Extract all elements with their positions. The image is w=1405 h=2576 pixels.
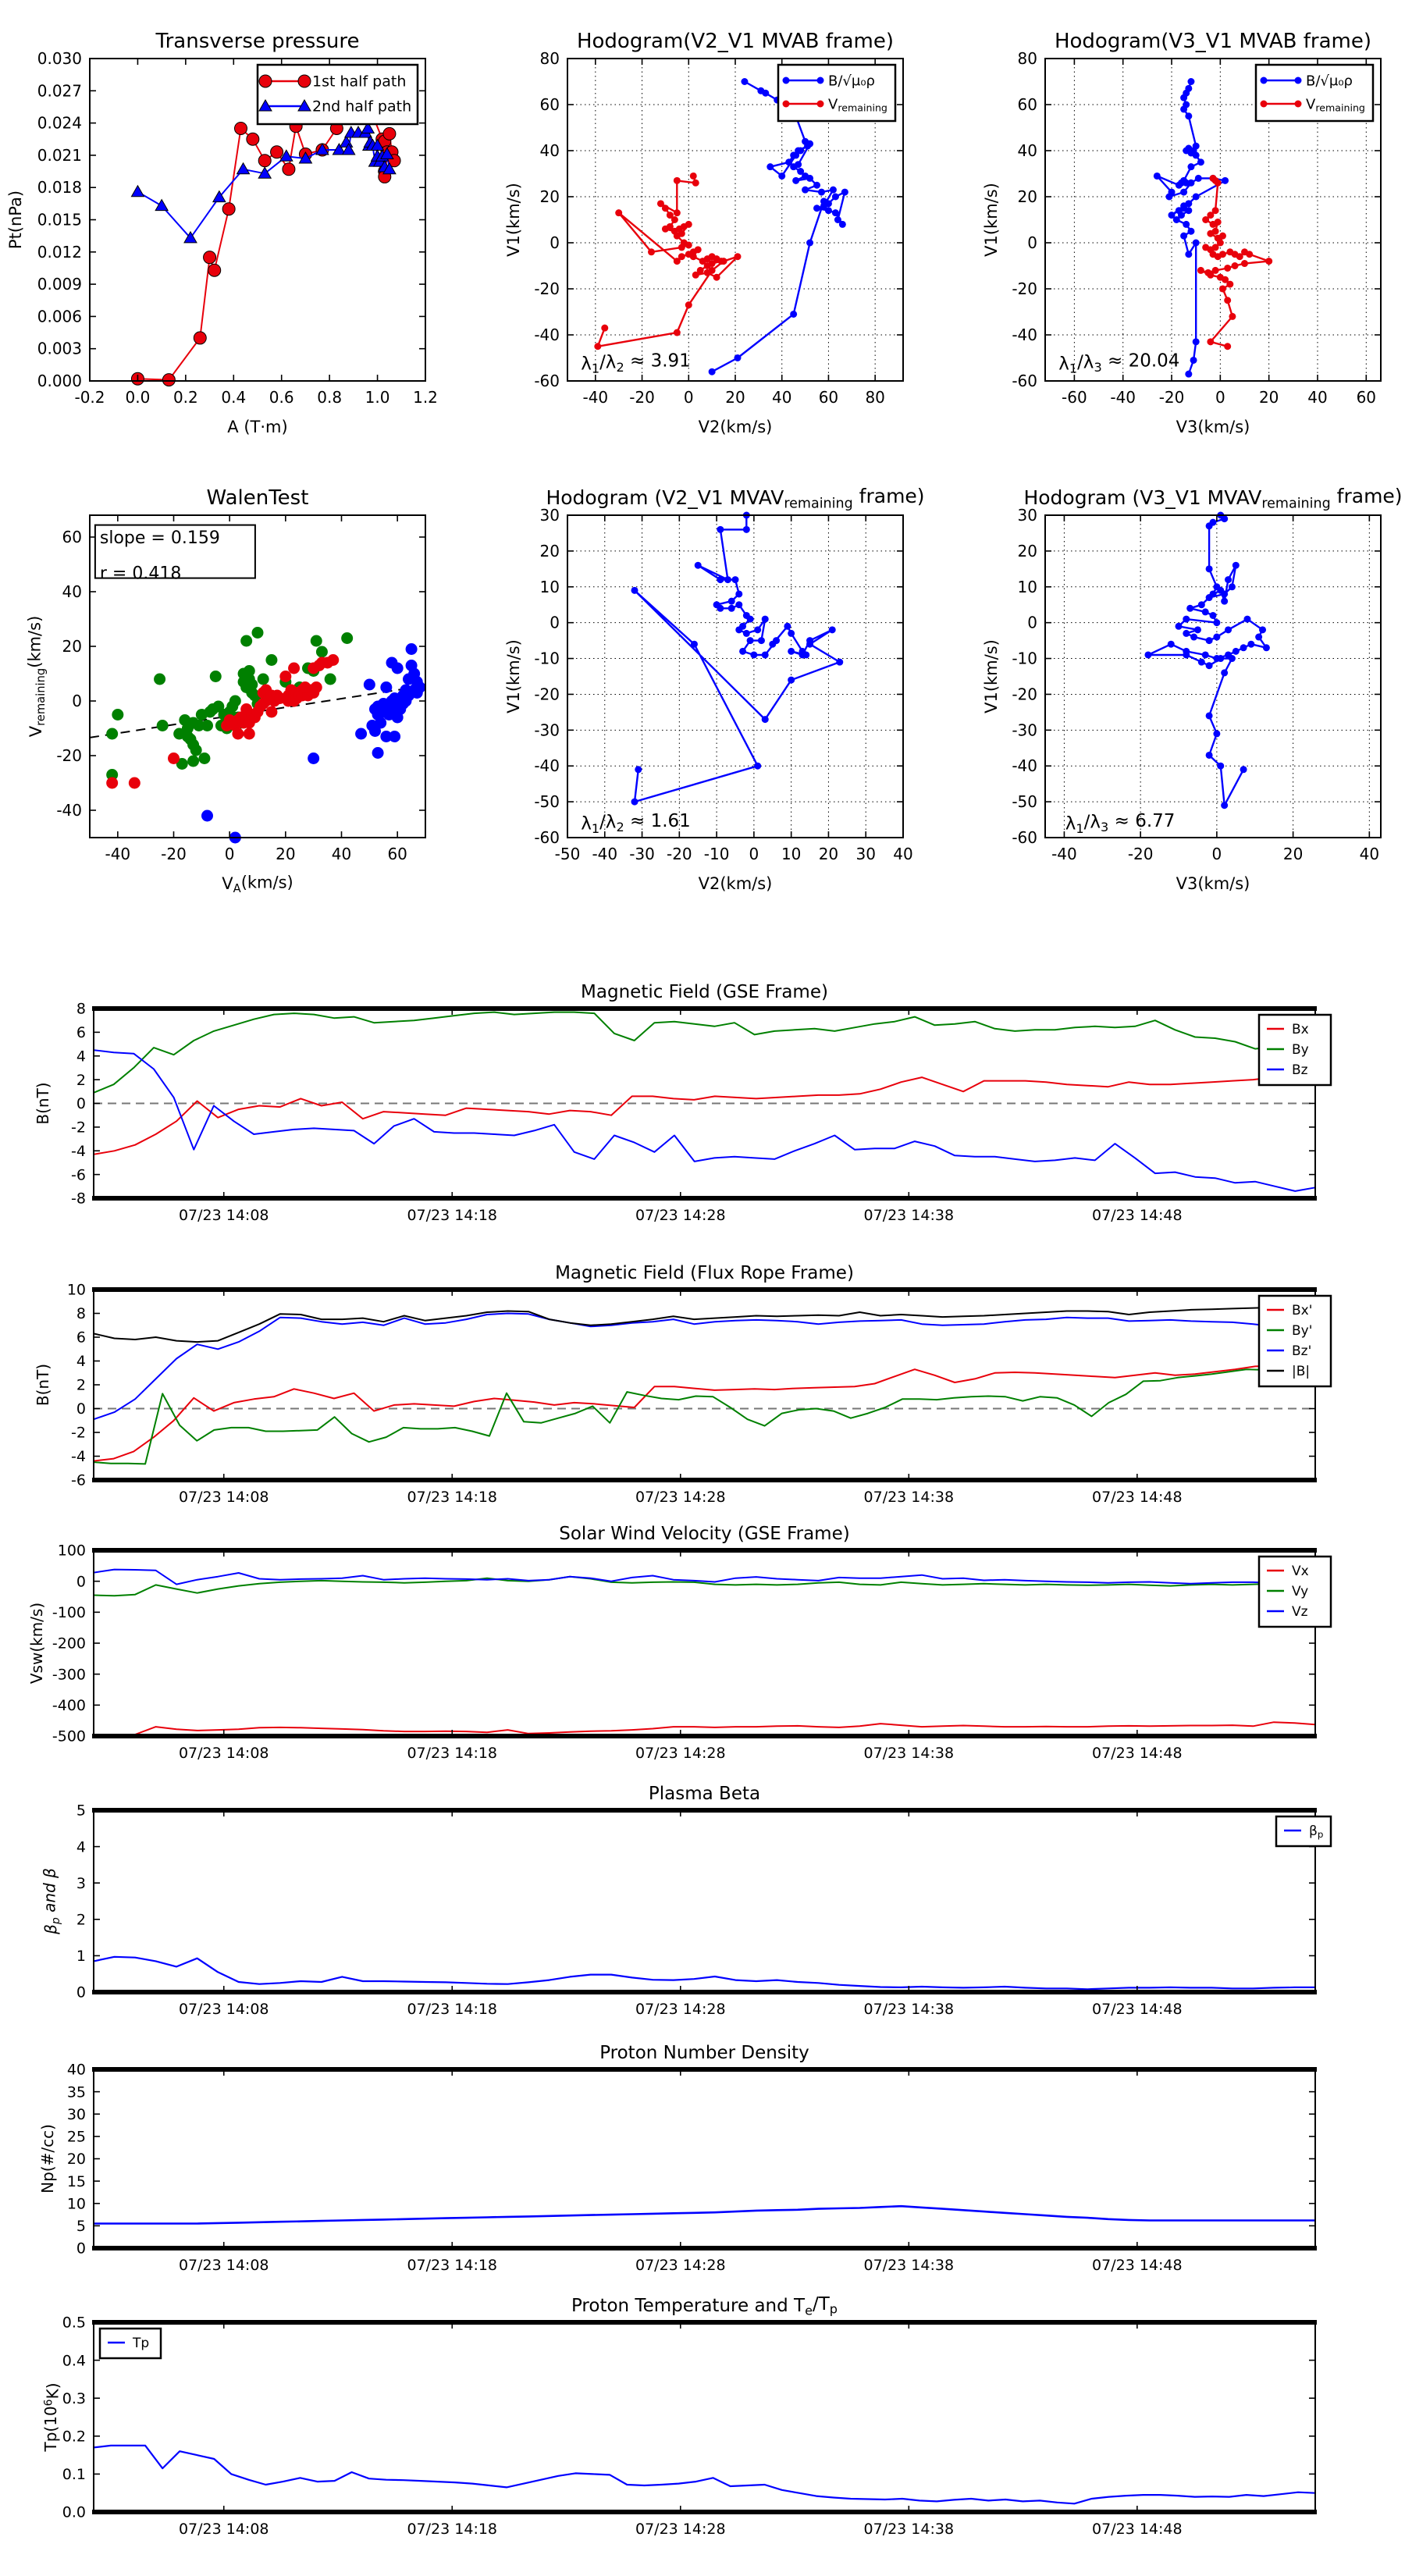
svg-text:-20: -20 [1012, 685, 1037, 704]
svg-text:8: 8 [76, 1305, 86, 1323]
svg-text:-50: -50 [1012, 792, 1037, 812]
hodogram-v3v1-mvav-panel [982, 484, 1403, 893]
svg-text:20: 20 [1017, 187, 1037, 206]
svg-text:07/23 14:38: 07/23 14:38 [863, 1207, 955, 1224]
svg-text:-2: -2 [71, 1119, 86, 1137]
svg-text:Magnetic Field (Flux Rope Fram: Magnetic Field (Flux Rope Frame) [555, 1263, 854, 1283]
svg-text:0.2: 0.2 [173, 388, 198, 407]
svg-text:6: 6 [76, 1024, 86, 1042]
svg-text:Pt(nPa): Pt(nPa) [6, 190, 25, 250]
svg-text:0.018: 0.018 [37, 178, 82, 197]
svg-text:Tp: Tp [133, 2335, 150, 2351]
svg-text:B(nT): B(nT) [34, 1082, 52, 1125]
svg-text:40: 40 [331, 845, 352, 863]
svg-text:0: 0 [224, 845, 235, 863]
svg-text:-60: -60 [534, 372, 560, 390]
svg-text:2: 2 [76, 1071, 86, 1089]
svg-text:-20: -20 [56, 746, 82, 765]
svg-text:-50: -50 [554, 845, 581, 863]
svg-text:-40: -40 [534, 756, 560, 776]
svg-text:20: 20 [818, 845, 839, 863]
svg-text:25: 25 [66, 2128, 86, 2146]
svg-text:βp: βp [1309, 1823, 1324, 1841]
svg-text:-20: -20 [666, 845, 692, 863]
svg-text:Vy: Vy [1292, 1583, 1309, 1599]
svg-text:-40: -40 [582, 388, 609, 407]
svg-text:Vsw(km/s): Vsw(km/s) [27, 1602, 46, 1685]
svg-text:07/23 14:28: 07/23 14:28 [635, 2257, 726, 2274]
svg-text:0: 0 [749, 845, 759, 863]
svg-text:0.003: 0.003 [37, 339, 82, 358]
svg-text:0.0: 0.0 [62, 2503, 86, 2521]
svg-text:07/23 14:48: 07/23 14:48 [1092, 1207, 1183, 1224]
svg-text:40: 40 [771, 388, 792, 407]
svg-text:0: 0 [76, 2240, 86, 2258]
svg-text:40: 40 [893, 845, 913, 863]
svg-text:1: 1 [76, 1948, 86, 1966]
svg-text:-50: -50 [534, 792, 560, 812]
svg-text:0.015: 0.015 [37, 210, 82, 229]
svg-text:07/23 14:38: 07/23 14:38 [863, 1489, 955, 1506]
svg-text:0: 0 [76, 1573, 86, 1591]
svg-text:2: 2 [76, 1911, 86, 1929]
svg-text:07/23 14:28: 07/23 14:28 [635, 2521, 726, 2538]
svg-text:-500: -500 [52, 1727, 86, 1745]
svg-text:40: 40 [1017, 141, 1037, 160]
svg-text:8: 8 [76, 1000, 86, 1018]
svg-text:V1(km/s): V1(km/s) [504, 639, 523, 713]
svg-text:1.2: 1.2 [413, 388, 438, 407]
svg-text:-0.2: -0.2 [74, 388, 105, 407]
svg-text:07/23 14:08: 07/23 14:08 [178, 2257, 269, 2274]
svg-text:Vz: Vz [1292, 1603, 1308, 1620]
svg-text:By: By [1292, 1041, 1309, 1058]
svg-text:07/23 14:18: 07/23 14:18 [407, 1745, 498, 1762]
svg-text:Bz': Bz' [1292, 1343, 1312, 1359]
svg-text:80: 80 [1017, 49, 1037, 68]
svg-text:-300: -300 [52, 1666, 86, 1684]
svg-text:0.1: 0.1 [62, 2466, 86, 2484]
svg-text:10: 10 [66, 1281, 86, 1299]
svg-text:λ1/λ2 ≈ 1.61: λ1/λ2 ≈ 1.61 [581, 810, 691, 836]
svg-text:07/23 14:38: 07/23 14:38 [863, 2001, 955, 2018]
svg-text:5: 5 [76, 1802, 86, 1820]
svg-text:30: 30 [1017, 506, 1037, 525]
svg-text:-100: -100 [52, 1603, 86, 1621]
svg-text:λ1/λ2 ≈ 3.91: λ1/λ2 ≈ 3.91 [581, 350, 691, 376]
svg-text:0: 0 [72, 692, 82, 710]
svg-text:60: 60 [539, 95, 560, 114]
svg-text:5: 5 [76, 2218, 86, 2236]
svg-text:-8: -8 [71, 1190, 86, 1208]
svg-text:Hodogram(V3_V1 MVAB frame): Hodogram(V3_V1 MVAB frame) [1054, 30, 1372, 53]
svg-text:Hodogram(V2_V1 MVAB frame): Hodogram(V2_V1 MVAB frame) [576, 30, 895, 53]
svg-text:30: 30 [66, 2105, 86, 2123]
svg-text:0.006: 0.006 [37, 307, 82, 326]
svg-text:Proton Number Density: Proton Number Density [599, 2043, 809, 2063]
svg-text:07/23 14:38: 07/23 14:38 [863, 2257, 955, 2274]
svg-text:-40: -40 [1012, 756, 1037, 776]
svg-text:0.4: 0.4 [221, 388, 247, 407]
transverse-pressure-panel [6, 30, 438, 436]
svg-text:-60: -60 [534, 828, 560, 847]
svg-text:40: 40 [1359, 845, 1380, 863]
svg-text:2: 2 [76, 1376, 86, 1394]
svg-text:By': By' [1292, 1322, 1313, 1339]
svg-text:0.024: 0.024 [37, 113, 82, 133]
svg-text:-20: -20 [534, 279, 560, 298]
svg-text:-40: -40 [1051, 845, 1077, 863]
svg-text:3: 3 [76, 1874, 86, 1892]
svg-text:60: 60 [62, 528, 82, 546]
svg-text:-400: -400 [52, 1696, 86, 1714]
svg-text:-40: -40 [1012, 326, 1037, 344]
svg-text:20: 20 [62, 637, 82, 656]
svg-text:30: 30 [855, 845, 876, 863]
svg-text:20: 20 [1282, 845, 1304, 863]
svg-text:Vremaining(km/s): Vremaining(km/s) [25, 615, 48, 738]
svg-text:40: 40 [66, 2061, 86, 2079]
svg-text:λ1/λ3 ≈ 6.77: λ1/λ3 ≈ 6.77 [1065, 810, 1176, 836]
svg-text:-10: -10 [703, 845, 730, 863]
svg-text:4: 4 [76, 1353, 86, 1371]
svg-text:-40: -40 [56, 801, 82, 820]
svg-text:-40: -40 [1110, 388, 1136, 407]
svg-text:07/23 14:28: 07/23 14:28 [635, 1207, 726, 1224]
proton-density-panel [38, 2043, 1315, 2274]
svg-text:-6: -6 [71, 1471, 86, 1489]
svg-text:07/23 14:38: 07/23 14:38 [863, 2521, 955, 2538]
svg-text:0: 0 [1027, 613, 1037, 632]
svg-text:100: 100 [57, 1542, 86, 1560]
svg-text:βp and β: βp and β [40, 1868, 62, 1934]
svg-text:-30: -30 [629, 845, 655, 863]
svg-text:Np(#/cc): Np(#/cc) [38, 2124, 57, 2194]
svg-text:Plasma Beta: Plasma Beta [648, 1784, 761, 1804]
svg-text:07/23 14:48: 07/23 14:48 [1092, 2001, 1183, 2018]
svg-text:-60: -60 [1062, 388, 1087, 407]
svg-text:B/√μ₀ρ: B/√μ₀ρ [828, 73, 875, 90]
svg-text:0: 0 [1027, 233, 1037, 252]
svg-text:V3(km/s): V3(km/s) [1176, 418, 1250, 436]
svg-text:40: 40 [1307, 388, 1328, 407]
svg-text:-20: -20 [1012, 279, 1037, 298]
svg-text:07/23 14:18: 07/23 14:18 [407, 1207, 498, 1224]
svg-text:20: 20 [66, 2151, 86, 2169]
svg-text:40: 40 [62, 582, 82, 601]
svg-text:15: 15 [66, 2172, 86, 2190]
svg-text:-20: -20 [534, 685, 560, 704]
svg-text:07/23 14:48: 07/23 14:48 [1092, 2521, 1183, 2538]
svg-text:07/23 14:18: 07/23 14:18 [407, 2001, 498, 2018]
svg-text:07/23 14:28: 07/23 14:28 [635, 1745, 726, 1762]
svg-text:-60: -60 [1012, 828, 1037, 847]
svg-text:0: 0 [76, 1400, 86, 1418]
svg-text:4: 4 [76, 1048, 86, 1066]
svg-text:10: 10 [539, 577, 560, 596]
svg-text:60: 60 [1017, 95, 1037, 114]
svg-text:|B|: |B| [1292, 1363, 1311, 1379]
magnetic-field-gse-panel [34, 982, 1315, 1224]
svg-text:0.5: 0.5 [62, 2314, 86, 2332]
svg-text:V1(km/s): V1(km/s) [982, 639, 1001, 713]
svg-text:10: 10 [781, 845, 802, 863]
svg-text:Vx: Vx [1292, 1563, 1309, 1579]
svg-text:Transverse pressure: Transverse pressure [155, 30, 360, 53]
svg-text:07/23 14:18: 07/23 14:18 [407, 2521, 498, 2538]
hodogram-v3v1-mvab-panel [982, 30, 1381, 436]
svg-text:-60: -60 [1012, 372, 1037, 390]
svg-text:0.6: 0.6 [269, 388, 294, 407]
svg-text:WalenTest: WalenTest [206, 486, 309, 510]
svg-text:Bx: Bx [1292, 1021, 1309, 1037]
svg-text:07/23 14:18: 07/23 14:18 [407, 1489, 498, 1506]
svg-text:07/23 14:28: 07/23 14:28 [635, 1489, 726, 1506]
svg-text:0.8: 0.8 [317, 388, 343, 407]
svg-text:A (T·m): A (T·m) [227, 418, 288, 436]
svg-text:0.012: 0.012 [37, 242, 82, 262]
svg-text:-20: -20 [1127, 845, 1154, 863]
walen-test-panel [25, 486, 425, 895]
svg-text:80: 80 [539, 49, 560, 68]
plasma-beta-panel [40, 1784, 1324, 2018]
svg-text:20: 20 [276, 845, 296, 863]
svg-text:Vremaining: Vremaining [1306, 96, 1365, 114]
solar-wind-velocity-panel [27, 1524, 1315, 1762]
svg-text:-40: -40 [534, 326, 560, 344]
svg-text:VA(km/s): VA(km/s) [222, 873, 293, 895]
proton-temperature-panel [41, 2294, 1315, 2538]
svg-text:-20: -20 [629, 388, 655, 407]
svg-text:Bx': Bx' [1292, 1302, 1313, 1318]
svg-text:Solar Wind Velocity (GSE Frame: Solar Wind Velocity (GSE Frame) [559, 1524, 850, 1544]
svg-text:07/23 14:38: 07/23 14:38 [863, 1745, 955, 1762]
svg-text:0: 0 [76, 1095, 86, 1113]
svg-text:-20: -20 [161, 845, 187, 863]
svg-text:20: 20 [725, 388, 745, 407]
svg-text:0.000: 0.000 [37, 372, 82, 390]
svg-text:-30: -30 [534, 720, 560, 740]
svg-text:Hodogram (V2_V1 MVAVremaining: Hodogram (V2_V1 MVAVremaining frame) [546, 484, 925, 512]
svg-text:0.030: 0.030 [37, 49, 82, 68]
svg-text:60: 60 [387, 845, 407, 863]
svg-text:0: 0 [550, 613, 560, 632]
svg-text:-6: -6 [71, 1166, 86, 1184]
hodogram-v2v1-mvav-panel [504, 484, 925, 893]
svg-text:Proton Temperature and Te/Tp: Proton Temperature and Te/Tp [571, 2294, 838, 2318]
svg-text:6: 6 [76, 1329, 86, 1347]
svg-text:20: 20 [539, 541, 560, 560]
svg-text:-10: -10 [534, 649, 560, 668]
svg-text:V3(km/s): V3(km/s) [1176, 874, 1250, 893]
svg-text:0: 0 [1215, 388, 1225, 407]
svg-text:V2(km/s): V2(km/s) [698, 874, 773, 893]
svg-text:07/23 14:48: 07/23 14:48 [1092, 1745, 1183, 1762]
svg-text:20: 20 [1017, 541, 1037, 560]
svg-text:07/23 14:28: 07/23 14:28 [635, 2001, 726, 2018]
svg-text:Tp(106K): $Tp(10^6K)$ [41, 2382, 62, 2452]
svg-text:0: 0 [683, 388, 694, 407]
svg-text:Magnetic Field (GSE Frame): Magnetic Field (GSE Frame) [581, 982, 828, 1002]
svg-text:07/23 14:18: 07/23 14:18 [407, 2257, 498, 2274]
svg-text:4: 4 [76, 1838, 86, 1856]
svg-text:0.2: 0.2 [62, 2428, 86, 2446]
svg-text:30: 30 [539, 506, 560, 525]
svg-text:0.009: 0.009 [37, 275, 82, 294]
svg-text:80: 80 [865, 388, 885, 407]
svg-text:07/23 14:48: 07/23 14:48 [1092, 2257, 1183, 2274]
svg-text:-40: -40 [592, 845, 618, 863]
svg-text:B(nT): B(nT) [34, 1363, 52, 1407]
svg-text:Vremaining: Vremaining [828, 96, 887, 114]
svg-text:0.4: 0.4 [62, 2352, 86, 2370]
svg-text:slope = 0.159: slope = 0.159 [99, 528, 220, 549]
svg-text:07/23 14:08: 07/23 14:08 [178, 2001, 269, 2018]
svg-text:Bz: Bz [1292, 1062, 1308, 1078]
svg-text:60: 60 [818, 388, 839, 407]
svg-text:60: 60 [1356, 388, 1377, 407]
svg-text:-20: -20 [1158, 388, 1185, 407]
svg-text:35: 35 [66, 2083, 86, 2101]
svg-text:1st half path: 1st half path [312, 73, 407, 91]
hodogram-v2v1-mvab-panel [504, 30, 903, 436]
svg-text:0.021: 0.021 [37, 145, 82, 165]
svg-text:0: 0 [76, 1984, 86, 2001]
svg-text:20: 20 [539, 187, 560, 206]
svg-text:0: 0 [550, 233, 560, 252]
svg-text:B/√μ₀ρ: B/√μ₀ρ [1306, 73, 1353, 90]
magnetic-field-fluxrope-panel [34, 1263, 1315, 1506]
svg-text:0.027: 0.027 [37, 81, 82, 101]
svg-text:0.0: 0.0 [125, 388, 151, 407]
svg-text:07/23 14:08: 07/23 14:08 [178, 2521, 269, 2538]
svg-text:07/23 14:08: 07/23 14:08 [178, 1489, 269, 1506]
svg-text:40: 40 [539, 141, 560, 160]
svg-text:10: 10 [66, 2195, 86, 2213]
svg-text:V1(km/s): V1(km/s) [504, 183, 523, 257]
svg-text:r = 0.418: r = 0.418 [99, 564, 182, 584]
svg-text:-40: -40 [105, 845, 131, 863]
svg-text:07/23 14:08: 07/23 14:08 [178, 1207, 269, 1224]
svg-text:07/23 14:08: 07/23 14:08 [178, 1745, 269, 1762]
svg-text:10: 10 [1017, 577, 1037, 596]
svg-text:0.3: 0.3 [62, 2389, 86, 2407]
svg-text:-200: -200 [52, 1635, 86, 1653]
svg-text:-10: -10 [1012, 649, 1037, 668]
svg-text:0: 0 [1211, 845, 1222, 863]
svg-text:07/23 14:48: 07/23 14:48 [1092, 1489, 1183, 1506]
svg-text:-4: -4 [71, 1142, 86, 1160]
svg-text:20: 20 [1258, 388, 1279, 407]
svg-text:-30: -30 [1012, 720, 1037, 740]
svg-text:-2: -2 [71, 1424, 86, 1442]
svg-text:-4: -4 [71, 1448, 86, 1466]
svg-text:Hodogram (V3_V1 MVAVremaining: Hodogram (V3_V1 MVAVremaining frame) [1023, 484, 1403, 512]
svg-text:2nd half path: 2nd half path [312, 98, 412, 116]
svg-text:V2(km/s): V2(km/s) [698, 418, 773, 436]
svg-text:λ1/λ3 ≈ 20.04: λ1/λ3 ≈ 20.04 [1058, 350, 1180, 376]
svg-text:1.0: 1.0 [365, 388, 390, 407]
svg-text:V1(km/s): V1(km/s) [982, 183, 1001, 257]
